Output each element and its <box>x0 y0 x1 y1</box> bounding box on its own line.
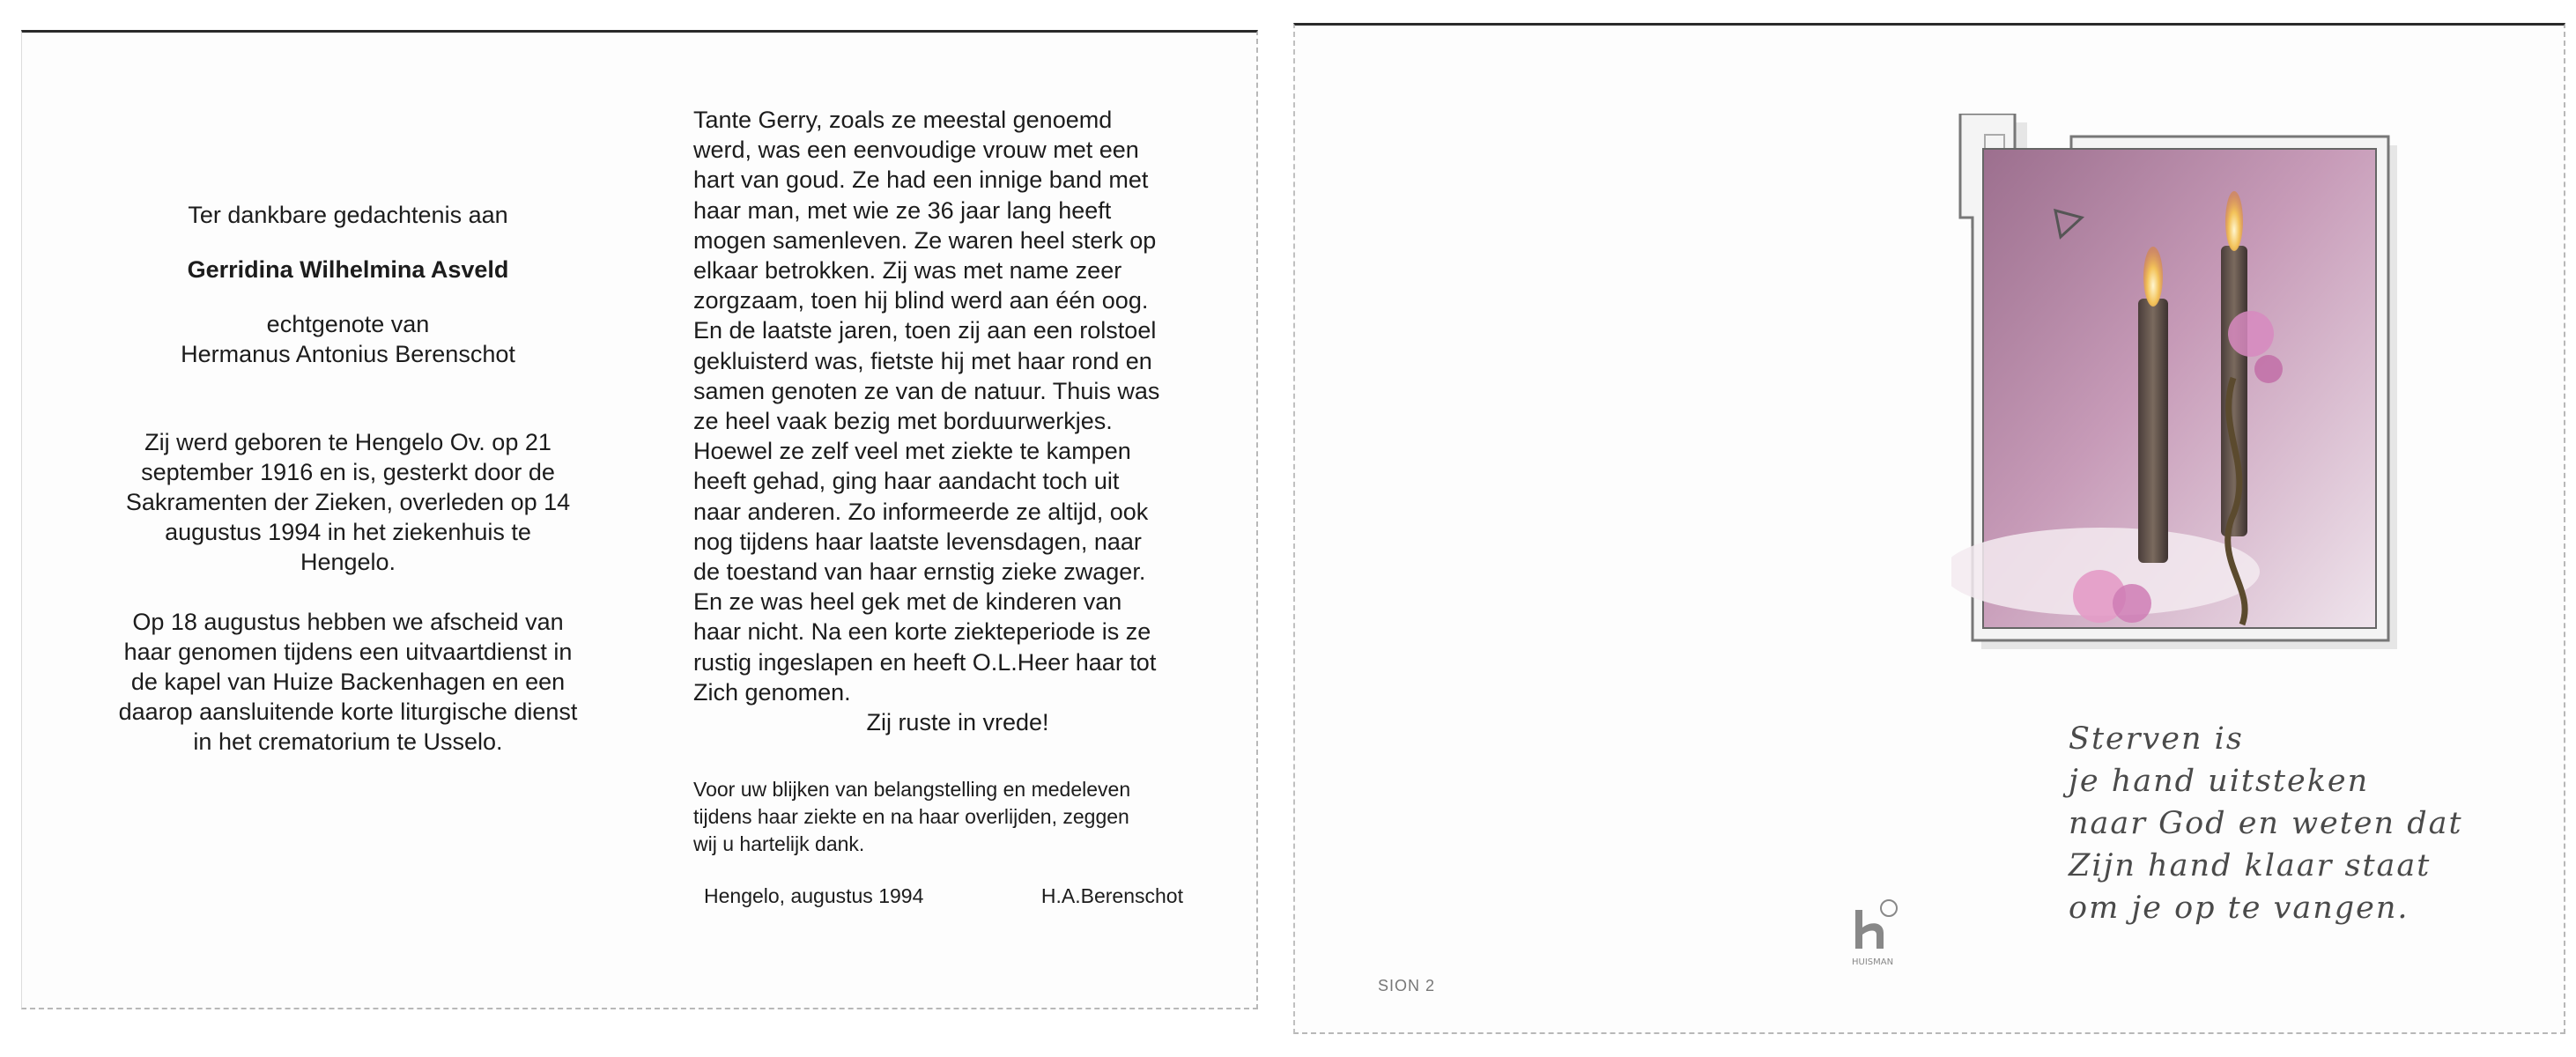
bio-line: Hengelo. <box>300 549 396 575</box>
life-story <box>693 105 1222 707</box>
story-line: gekluisterd was, fietste hij met haar rond en <box>693 347 1152 374</box>
story-line: Tante Gerry, zoals ze meestal genoemd <box>693 107 1113 133</box>
candle-left <box>2138 299 2168 563</box>
deceased-name: Gerridina Wilhelmina Asveld <box>187 256 509 283</box>
bio-line: september 1916 en is, gesterkt door de <box>141 459 555 485</box>
funeral-line: de kapel van Huize Backenhagen en een <box>130 669 566 695</box>
funeral-line: Op 18 augustus hebben we afscheid van <box>132 609 564 635</box>
story-line: samen genoten ze van de natuur. Thuis was <box>693 377 1160 404</box>
story-line: Hoewel ze zelf veel met ziekte te kampen <box>693 438 1131 465</box>
story-line: mogen samenleven. Ze waren heel sterk op <box>693 226 1157 254</box>
obituary-right-column <box>693 105 1222 911</box>
thanks-note <box>693 776 1222 858</box>
verse-line: naar God en weten dat <box>2069 806 2463 841</box>
rest-in-peace: Zij ruste in vrede! <box>866 709 1049 736</box>
flame-left-icon <box>2143 247 2163 307</box>
story-line: werd, was een eenvoudige vrouw met een <box>693 137 1139 164</box>
verse-line: Zijn hand klaar staat <box>2069 848 2432 883</box>
story-line: En ze was heel gek met de kinderen van <box>693 588 1122 616</box>
story-line: rustig ingeslapen en heeft O.L.Heer haar tot <box>693 648 1157 676</box>
thanks-line: tijdens haar ziekte en na haar overlijden, zeggen <box>693 805 1129 829</box>
signoff <box>704 881 1183 911</box>
memorial-card-picture-side <box>1293 23 2565 1034</box>
candles-picture <box>1951 114 2409 653</box>
bio-line: augustus 1994 in het ziekenhuis te <box>165 519 531 545</box>
bio-line: Sakramenten der Zieken, overleden op 14 <box>125 489 571 515</box>
verse-line: je hand uitsteken <box>2069 764 2370 799</box>
signature: H.A.Berenschot <box>1040 884 1183 908</box>
memorial-card-text-side <box>21 30 1258 1009</box>
verse-line: Sterven is <box>2069 721 2244 757</box>
candle-right <box>2221 246 2247 536</box>
funeral-line: in het crematorium te Usselo. <box>193 728 503 755</box>
verse-line: om je op te vangen. <box>2069 891 2409 926</box>
funeral-line: daarop aansluitende korte liturgische dienst <box>118 699 578 725</box>
flame-right-icon <box>2225 191 2243 251</box>
place-date: Hengelo, augustus 1994 <box>704 884 924 908</box>
story-line: naar anderen. Zo informeerde ze altijd, ook <box>693 498 1149 525</box>
story-line: elkaar betrokken. Zij was met name zeer <box>693 257 1122 285</box>
publisher-logo-text: HUISMAN <box>1852 957 1894 967</box>
bio-line: Zij werd geboren te Hengelo Ov. op 21 <box>144 429 551 455</box>
story-line: hart van goud. Ze had een innige band met <box>693 166 1149 194</box>
story-line: de toestand van haar ernstig zieke zwager. <box>693 558 1146 586</box>
dedication-intro: Ter dankbare gedachtenis aan <box>188 202 508 228</box>
story-line: nog tijdens haar laatste levensdagen, naar <box>693 528 1142 555</box>
thanks-line: wij u hartelijk dank. <box>693 832 865 856</box>
thanks-line: Voor uw blijken van belangstelling en medeleven <box>693 778 1131 802</box>
story-line: Zich genomen. <box>693 678 851 706</box>
obituary-left-column <box>75 200 621 757</box>
product-code: SION 2 <box>1378 977 1436 994</box>
spouse-label: echtgenote van <box>266 311 430 337</box>
spouse-name: Hermanus Antonius Berenschot <box>181 341 515 367</box>
story-line: haar man, met wie ze 36 jaar lang heeft <box>693 196 1112 224</box>
funeral-line: haar genomen tijdens een uitvaartdienst in <box>123 639 573 665</box>
publisher-logo-icon <box>1848 898 1903 970</box>
story-line: En de laatste jaren, toen zij aan een rolstoel <box>693 317 1157 344</box>
story-line: heeft gehad, ging haar aandacht toch uit <box>693 468 1120 495</box>
verse <box>2069 718 2463 929</box>
story-line: haar nicht. Na een korte ziekteperiode is ze <box>693 618 1151 646</box>
story-line: ze heel vaak bezig met borduurwerkjes. <box>693 408 1113 435</box>
flower-icon <box>2228 311 2274 357</box>
story-line: zorgzaam, toen hij blind werd aan één oog. <box>693 287 1149 314</box>
